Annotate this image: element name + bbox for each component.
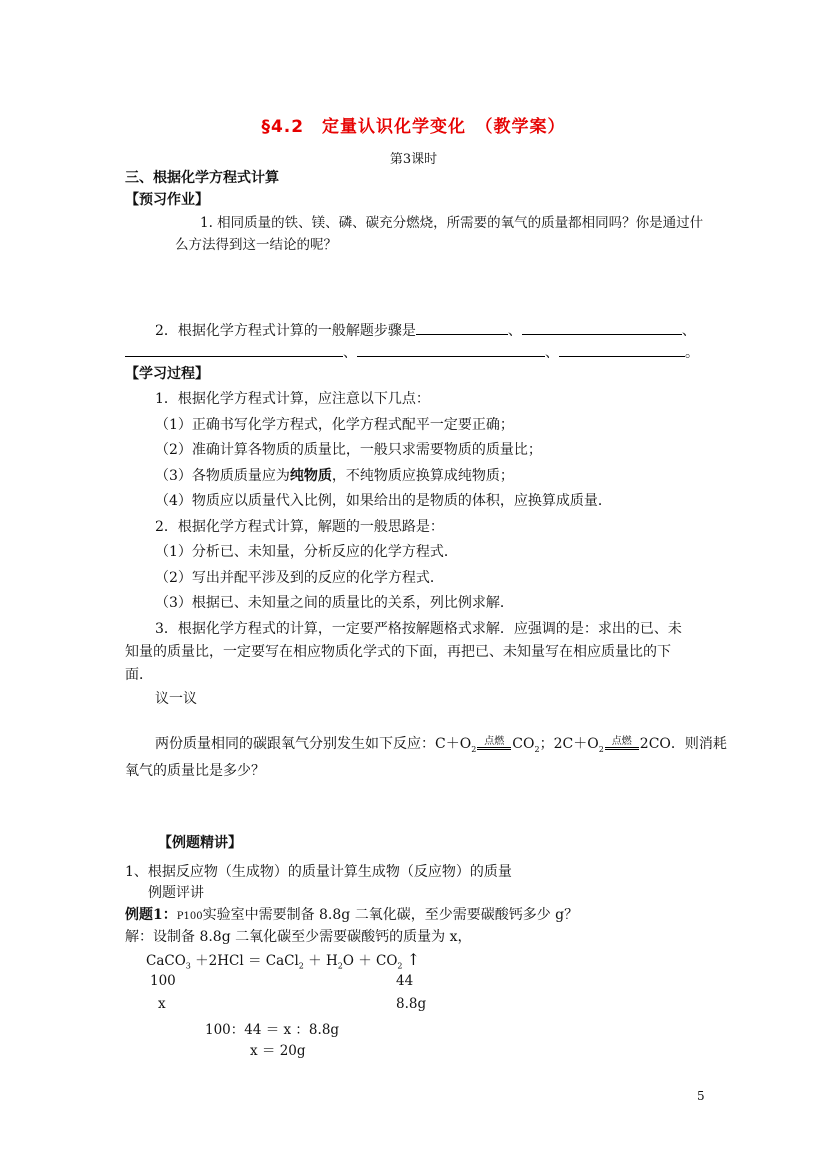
section-heading: 三、根据化学方程式计算	[125, 170, 279, 186]
learning-p3-line3: 面．	[125, 667, 153, 683]
preview-q1-line2: 么方法得到这一结论的呢？	[175, 237, 337, 253]
learning-p2-item1: （1）分析已、未知量，分析反应的化学方程式．	[155, 544, 458, 560]
answer: x ＝ 20g	[250, 1043, 306, 1059]
discuss-question-line2: 氧气的质量比是多少？	[125, 763, 265, 779]
learning-p3-line2: 知量的质量比，一定要写在相应物质化学式的下面，再把已、未知量写在相应质量比的下	[125, 644, 671, 660]
discuss-question-line1: 两份质量相同的碳跟氧气分别发生如下反应：$C+O_2$ 点燃 $CO_2$；$2C+O_2$ 点燃 2CO．则消耗	[155, 736, 727, 754]
page-number: 5	[697, 1089, 705, 1103]
learning-p1-item2: （2）准确计算各物质的质量比，一般只求需要物质的质量比；	[155, 442, 542, 458]
examples-review: 例题评讲	[148, 885, 204, 901]
learning-p2-item2: （2）写出并配平涉及到的反应的化学方程式．	[155, 570, 444, 586]
preview-q2-line1: 2．根据化学方程式计算的一般解题步骤是 、 、	[155, 323, 696, 339]
learning-p1-item3: （3）各物质质量应为纯物质，不纯物质应换算成纯物质；	[155, 468, 514, 484]
lesson-label: 第3课时	[389, 152, 438, 167]
learning-p3-line1: 3．根据化学方程式的计算，一定要严格按解题格式求解．应强调的是：求出的已、未	[155, 621, 682, 637]
learning-p2: 2．根据化学方程式计算，解题的一般思路是：	[155, 519, 444, 535]
examples-label: 【例题精讲】	[158, 835, 242, 851]
proportion: 100：44 ＝ x ：8.8g	[205, 1022, 340, 1038]
example1-equation: CaCO$_3$ ＋2HCl ＝ CaCl$_2$ ＋ $H_2O + CO_2$ ↑	[146, 950, 421, 971]
unknown-x: x	[158, 996, 166, 1012]
reaction-condition-1: 点燃	[477, 737, 511, 750]
mass-caco3: 100	[150, 973, 176, 989]
learning-p2-item3: （3）根据已、未知量之间的质量比的关系，列比例求解．	[155, 595, 514, 611]
learning-p1-item1: （1）正确书写化学方程式，化学方程式配平一定要正确；	[155, 417, 514, 433]
mass-co2: 44	[396, 973, 414, 989]
example1-question: 例题1：P100实验室中需要制备 8.8g 二氧化碳，至少需要碳酸钙多少 g？	[125, 907, 579, 923]
given-co2-mass: 8.8g	[396, 996, 427, 1012]
learning-p1-item4: （4）物质应以质量代入比例，如果给出的是物质的体积，应换算成质量．	[155, 493, 612, 509]
preview-q1-line1: 1. 相同质量的铁、镁、磷、碳充分燃烧，所需要的氧气的质量都相同吗？你是通过什	[200, 215, 704, 231]
discuss-label: 议一议	[155, 691, 197, 707]
learning-p1: 1．根据化学方程式计算，应注意以下几点：	[155, 391, 430, 407]
preview-label: 【预习作业】	[125, 192, 209, 208]
gas-arrow-icon: ↑	[406, 950, 421, 969]
reaction-condition-2: 点燃	[605, 737, 639, 750]
preview-q2-line2: 、 、 。	[125, 342, 699, 362]
learning-label: 【学习过程】	[125, 366, 209, 382]
examples-item1: 1、根据反应物（生成物）的质量计算生成物（反应物）的质量	[125, 864, 512, 880]
document-title: §4.2 定量认识化学变化 （教学案）	[261, 117, 566, 137]
example1-solution: 解：设制备 8.8g 二氧化碳至少需要碳酸钙的质量为 x，	[125, 929, 472, 945]
